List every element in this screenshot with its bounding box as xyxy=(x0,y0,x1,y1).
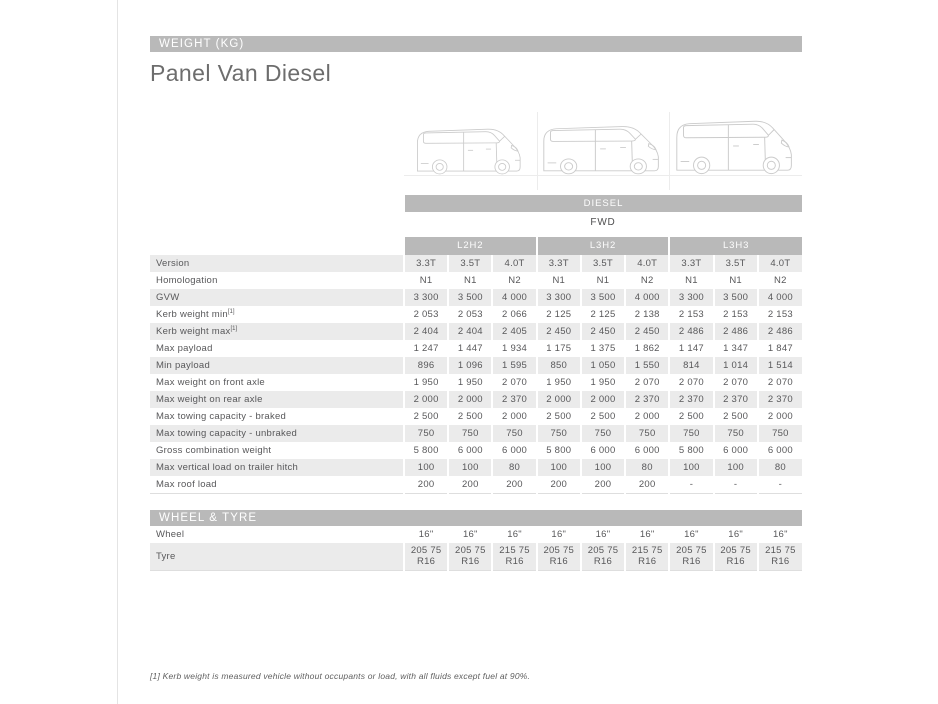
van-l2h2-icon xyxy=(414,123,527,176)
cell-value: 2 153 xyxy=(669,306,713,323)
cell-value: 80 xyxy=(625,459,669,476)
cell-value: 2 000 xyxy=(625,408,669,425)
cell-value: 2 125 xyxy=(537,306,581,323)
cell-value: 1 595 xyxy=(492,357,536,374)
header-spacer xyxy=(150,235,404,255)
cell-value: 2 486 xyxy=(669,323,713,340)
ground-line xyxy=(404,175,802,176)
table-row xyxy=(150,391,802,408)
body-style-header-row xyxy=(150,235,802,255)
group-header-l3h3: L3H3 xyxy=(669,235,802,255)
row-label: Kerb weight min[1] xyxy=(150,306,404,323)
wheel-section-banner xyxy=(150,510,802,526)
row-label: Max roof load xyxy=(150,476,404,493)
cell-value: 3.5T xyxy=(581,255,625,272)
cell-value: 16" xyxy=(714,526,758,543)
table-row xyxy=(150,323,802,340)
cell-value: 1 375 xyxy=(581,340,625,357)
table-row xyxy=(150,357,802,374)
cell-value: 16" xyxy=(625,526,669,543)
cell-value: 205 75 R16 xyxy=(581,543,625,570)
cell-value: 2 070 xyxy=(714,374,758,391)
cell-value: 1 950 xyxy=(448,374,492,391)
cell-value: 2 370 xyxy=(669,391,713,408)
cell-value: 100 xyxy=(448,459,492,476)
cell-value: 205 75 R16 xyxy=(537,543,581,570)
cell-value: 80 xyxy=(492,459,536,476)
cell-value: 2 370 xyxy=(625,391,669,408)
cell-value: 750 xyxy=(448,425,492,442)
row-label: Tyre xyxy=(150,543,404,570)
table-row xyxy=(150,306,802,323)
cell-value: 1 950 xyxy=(581,374,625,391)
cell-value: 3.3T xyxy=(537,255,581,272)
cell-value: 3 300 xyxy=(669,289,713,306)
cell-value: 4.0T xyxy=(758,255,802,272)
cell-value: 2 370 xyxy=(758,391,802,408)
cell-value: 16" xyxy=(448,526,492,543)
cell-value: 3.5T xyxy=(448,255,492,272)
table-row xyxy=(150,476,802,493)
cell-value: 1 550 xyxy=(625,357,669,374)
cell-value: 3.3T xyxy=(404,255,448,272)
cell-value: 3 300 xyxy=(537,289,581,306)
table-row xyxy=(150,255,802,272)
cell-value: 1 175 xyxy=(537,340,581,357)
cell-value: 80 xyxy=(758,459,802,476)
weight-table xyxy=(150,195,802,494)
wheel-table-body xyxy=(150,526,802,570)
cell-value: 1 347 xyxy=(714,340,758,357)
row-label: Gross combination weight xyxy=(150,442,404,459)
cell-value: 2 000 xyxy=(581,391,625,408)
cell-value: 2 500 xyxy=(714,408,758,425)
cell-value: 2 500 xyxy=(448,408,492,425)
cell-value: 4 000 xyxy=(492,289,536,306)
cell-value: 2 070 xyxy=(625,374,669,391)
cell-value: 5 800 xyxy=(669,442,713,459)
cell-value: 2 404 xyxy=(448,323,492,340)
cell-value: 1 934 xyxy=(492,340,536,357)
cell-value: N1 xyxy=(669,272,713,289)
cell-value: 205 75 R16 xyxy=(448,543,492,570)
cell-value: 2 125 xyxy=(581,306,625,323)
header-spacer xyxy=(150,212,404,235)
cell-value: 16" xyxy=(404,526,448,543)
cell-value: 1 096 xyxy=(448,357,492,374)
cell-value: 3 500 xyxy=(714,289,758,306)
cell-value: 2 000 xyxy=(404,391,448,408)
cell-value: 2 500 xyxy=(581,408,625,425)
row-label: Max weight on front axle xyxy=(150,374,404,391)
fuel-header-row xyxy=(150,195,802,212)
cell-value: 4.0T xyxy=(492,255,536,272)
cell-value: 896 xyxy=(404,357,448,374)
cell-value: 100 xyxy=(581,459,625,476)
table-row xyxy=(150,408,802,425)
cell-value: 215 75 R16 xyxy=(758,543,802,570)
cell-value: 750 xyxy=(758,425,802,442)
cell-value: 6 000 xyxy=(581,442,625,459)
cell-value: 1 247 xyxy=(404,340,448,357)
cell-value: 4 000 xyxy=(758,289,802,306)
wheel-tyre-table xyxy=(150,526,802,571)
table-row xyxy=(150,442,802,459)
cell-value: 2 000 xyxy=(758,408,802,425)
cell-value: 3.3T xyxy=(669,255,713,272)
cell-value: 1 514 xyxy=(758,357,802,374)
cell-value: 750 xyxy=(404,425,448,442)
row-label: Kerb weight max[1] xyxy=(150,323,404,340)
cell-value: 6 000 xyxy=(492,442,536,459)
row-label: Max weight on rear axle xyxy=(150,391,404,408)
cell-value: 16" xyxy=(669,526,713,543)
van-l3h3-icon xyxy=(673,114,799,176)
footnote-marker: [1] xyxy=(230,325,238,332)
cell-value: - xyxy=(714,476,758,493)
cell-value: 2 486 xyxy=(714,323,758,340)
cell-value: 2 370 xyxy=(714,391,758,408)
cell-value: 750 xyxy=(492,425,536,442)
cell-value: 100 xyxy=(669,459,713,476)
row-label: Version xyxy=(150,255,404,272)
fuel-header: DIESEL xyxy=(404,195,802,212)
van-l3h2-cell xyxy=(537,112,670,190)
cell-value: 2 450 xyxy=(537,323,581,340)
cell-value: 2 450 xyxy=(581,323,625,340)
header-spacer xyxy=(150,195,404,212)
cell-value: 205 75 R16 xyxy=(404,543,448,570)
van-l3h3-cell xyxy=(669,112,802,190)
cell-value: 16" xyxy=(758,526,802,543)
van-l3h2-icon xyxy=(540,120,666,176)
cell-value: 2 405 xyxy=(492,323,536,340)
cell-value: 1 147 xyxy=(669,340,713,357)
cell-value: N1 xyxy=(714,272,758,289)
row-label: Wheel xyxy=(150,526,404,543)
cell-value: 2 000 xyxy=(448,391,492,408)
cell-value: 850 xyxy=(537,357,581,374)
cell-value: - xyxy=(758,476,802,493)
cell-value: 3.5T xyxy=(714,255,758,272)
van-l2h2-cell xyxy=(404,112,537,190)
cell-value: 750 xyxy=(581,425,625,442)
cell-value: 205 75 R16 xyxy=(669,543,713,570)
cell-value: N1 xyxy=(581,272,625,289)
cell-value: 205 75 R16 xyxy=(714,543,758,570)
van-illustrations xyxy=(404,112,802,190)
cell-value: 100 xyxy=(714,459,758,476)
cell-value: 200 xyxy=(537,476,581,493)
cell-value: 2 070 xyxy=(492,374,536,391)
cell-value: 2 450 xyxy=(625,323,669,340)
cell-value: 6 000 xyxy=(714,442,758,459)
cell-value: 16" xyxy=(492,526,536,543)
cell-value: 200 xyxy=(625,476,669,493)
table-row xyxy=(150,425,802,442)
drivetrain-header: FWD xyxy=(404,212,802,235)
cell-value: 1 862 xyxy=(625,340,669,357)
table-row xyxy=(150,340,802,357)
cell-value: 2 053 xyxy=(404,306,448,323)
cell-value: 200 xyxy=(404,476,448,493)
weight-table-body xyxy=(150,255,802,493)
cell-value: 2 370 xyxy=(492,391,536,408)
table-row xyxy=(150,459,802,476)
row-label: Max vertical load on trailer hitch xyxy=(150,459,404,476)
row-label: Max payload xyxy=(150,340,404,357)
cell-value: 1 950 xyxy=(404,374,448,391)
cell-value: 16" xyxy=(537,526,581,543)
cell-value: 2 053 xyxy=(448,306,492,323)
group-header-l2h2: L2H2 xyxy=(404,235,537,255)
cell-value: 2 404 xyxy=(404,323,448,340)
page-edge-line xyxy=(117,0,118,704)
cell-value: 2 500 xyxy=(404,408,448,425)
cell-value: 2 000 xyxy=(492,408,536,425)
footnote: [1] Kerb weight is measured vehicle without occupants or load, with all fluids except fuel at 90%. xyxy=(150,671,531,681)
table-row xyxy=(150,272,802,289)
cell-value: 2 000 xyxy=(537,391,581,408)
cell-value: 5 800 xyxy=(537,442,581,459)
cell-value: 2 153 xyxy=(714,306,758,323)
cell-value: 100 xyxy=(404,459,448,476)
cell-value: 2 070 xyxy=(758,374,802,391)
cell-value: 100 xyxy=(537,459,581,476)
cell-value: 2 486 xyxy=(758,323,802,340)
weight-section-banner xyxy=(150,36,802,52)
cell-value: 5 800 xyxy=(404,442,448,459)
cell-value: 4.0T xyxy=(625,255,669,272)
wheel-section-banner-label: WHEEL & TYRE xyxy=(159,512,258,524)
group-header-l3h2: L3H2 xyxy=(537,235,670,255)
table-row xyxy=(150,543,802,570)
cell-value: 215 75 R16 xyxy=(625,543,669,570)
cell-value: 1 050 xyxy=(581,357,625,374)
cell-value: 200 xyxy=(581,476,625,493)
cell-value: 750 xyxy=(714,425,758,442)
cell-value: 16" xyxy=(581,526,625,543)
cell-value: 215 75 R16 xyxy=(492,543,536,570)
cell-value: - xyxy=(669,476,713,493)
cell-value: 4 000 xyxy=(625,289,669,306)
cell-value: 2 066 xyxy=(492,306,536,323)
row-label: Homologation xyxy=(150,272,404,289)
cell-value: 2 153 xyxy=(758,306,802,323)
row-label: Max towing capacity - braked xyxy=(150,408,404,425)
page-title: Panel Van Diesel xyxy=(150,60,332,86)
table-row xyxy=(150,374,802,391)
cell-value: N2 xyxy=(492,272,536,289)
cell-value: 750 xyxy=(625,425,669,442)
cell-value: 1 950 xyxy=(537,374,581,391)
cell-value: 750 xyxy=(669,425,713,442)
row-label: GVW xyxy=(150,289,404,306)
row-label: Min payload xyxy=(150,357,404,374)
cell-value: N1 xyxy=(537,272,581,289)
weight-section-banner-label: WEIGHT (KG) xyxy=(159,38,245,50)
cell-value: 200 xyxy=(448,476,492,493)
cell-value: N2 xyxy=(758,272,802,289)
cell-value: 6 000 xyxy=(625,442,669,459)
cell-value: 3 500 xyxy=(448,289,492,306)
cell-value: 1 014 xyxy=(714,357,758,374)
cell-value: 2 070 xyxy=(669,374,713,391)
table-row xyxy=(150,289,802,306)
cell-value: 200 xyxy=(492,476,536,493)
cell-value: 2 500 xyxy=(669,408,713,425)
cell-value: 1 447 xyxy=(448,340,492,357)
footnote-marker: [1] xyxy=(227,308,235,315)
cell-value: 2 500 xyxy=(537,408,581,425)
table-row xyxy=(150,526,802,543)
cell-value: N1 xyxy=(404,272,448,289)
cell-value: N2 xyxy=(625,272,669,289)
cell-value: N1 xyxy=(448,272,492,289)
cell-value: 814 xyxy=(669,357,713,374)
row-label: Max towing capacity - unbraked xyxy=(150,425,404,442)
cell-value: 6 000 xyxy=(448,442,492,459)
drivetrain-header-row xyxy=(150,212,802,235)
cell-value: 3 300 xyxy=(404,289,448,306)
cell-value: 1 847 xyxy=(758,340,802,357)
page-content xyxy=(150,0,802,704)
cell-value: 6 000 xyxy=(758,442,802,459)
cell-value: 3 500 xyxy=(581,289,625,306)
cell-value: 2 138 xyxy=(625,306,669,323)
cell-value: 750 xyxy=(537,425,581,442)
